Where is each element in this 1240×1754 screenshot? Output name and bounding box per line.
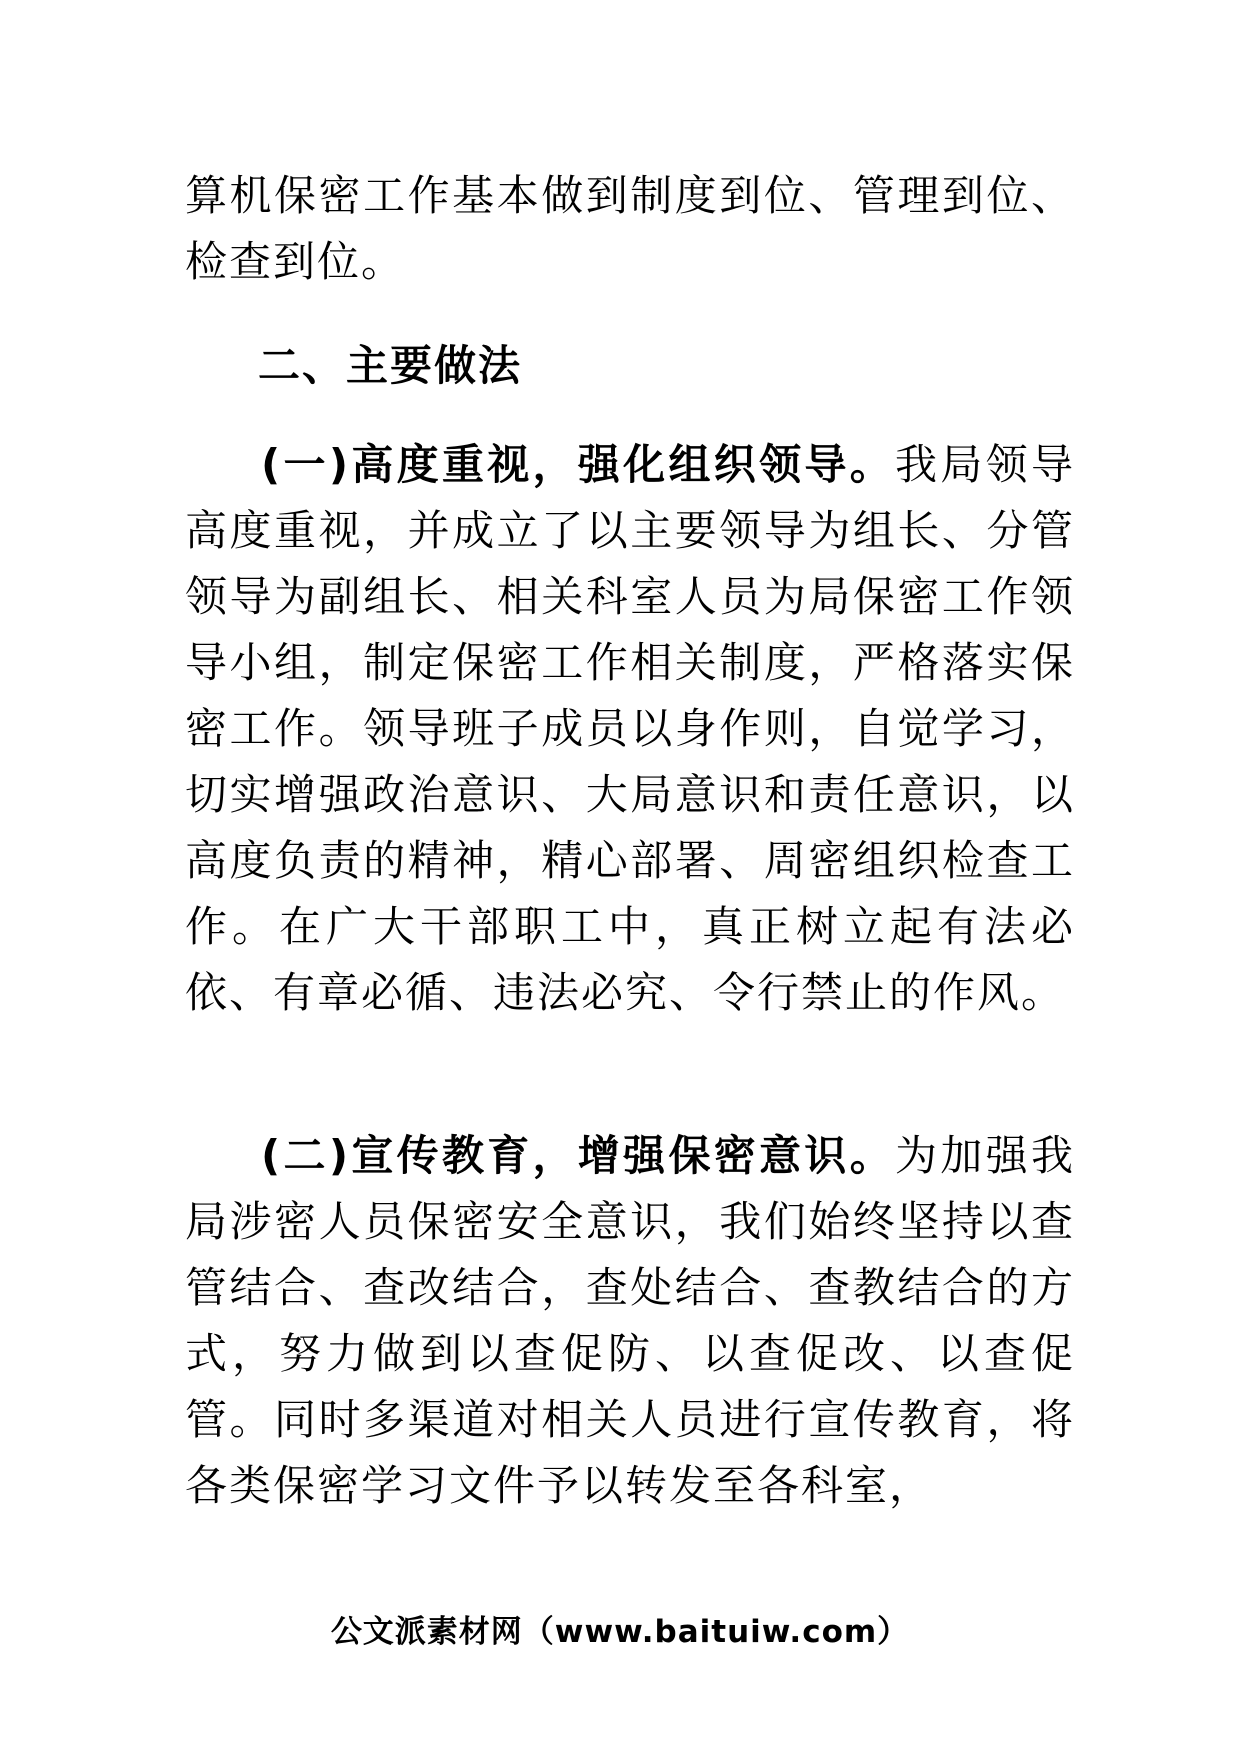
paragraph-item-2 bbox=[185, 1123, 1075, 1519]
item-1-body: 我局领导高度重视，并成立了以主要领导为组长、分管领导为副组长、相关科室人员为局保密工作领导小组，制定保密工作相关制度，严格落实保密工作。领导班子成员以身作则，自觉学习，切实增强政治意识、大局意识和责任意识，以高度负责的精神，精心部署、周密组织检查工作。在广大干部职工中，真正树立起有法必依、有章必循、违法必究、令行禁止的作风。 bbox=[185, 440, 1075, 1017]
footer-watermark: 公文派素材网（www.baituiw.com） bbox=[330, 1614, 910, 1650]
item-2-lead: (二)宣传教育，增强保密意识。 bbox=[261, 1131, 896, 1180]
item-2-body: 为加强我局涉密人员保密安全意识，我们始终坚持以查管结合、查改结合，查处结合、查教结合的方式，努力做到以查促防、以查促改、以查促管。同时多渠道对相关人员进行宣传教育，将各类保密学习文件予以转发至各科室， bbox=[185, 1131, 1075, 1510]
item-1-lead: (一)高度重视，强化组织领导。 bbox=[261, 440, 896, 489]
paragraph-item-1 bbox=[185, 432, 1075, 1026]
section-heading: 二、主要做法 bbox=[258, 341, 523, 390]
paragraph-continued: 算机保密工作基本做到制度到位、管理到位、检查到位。 bbox=[185, 171, 1075, 286]
